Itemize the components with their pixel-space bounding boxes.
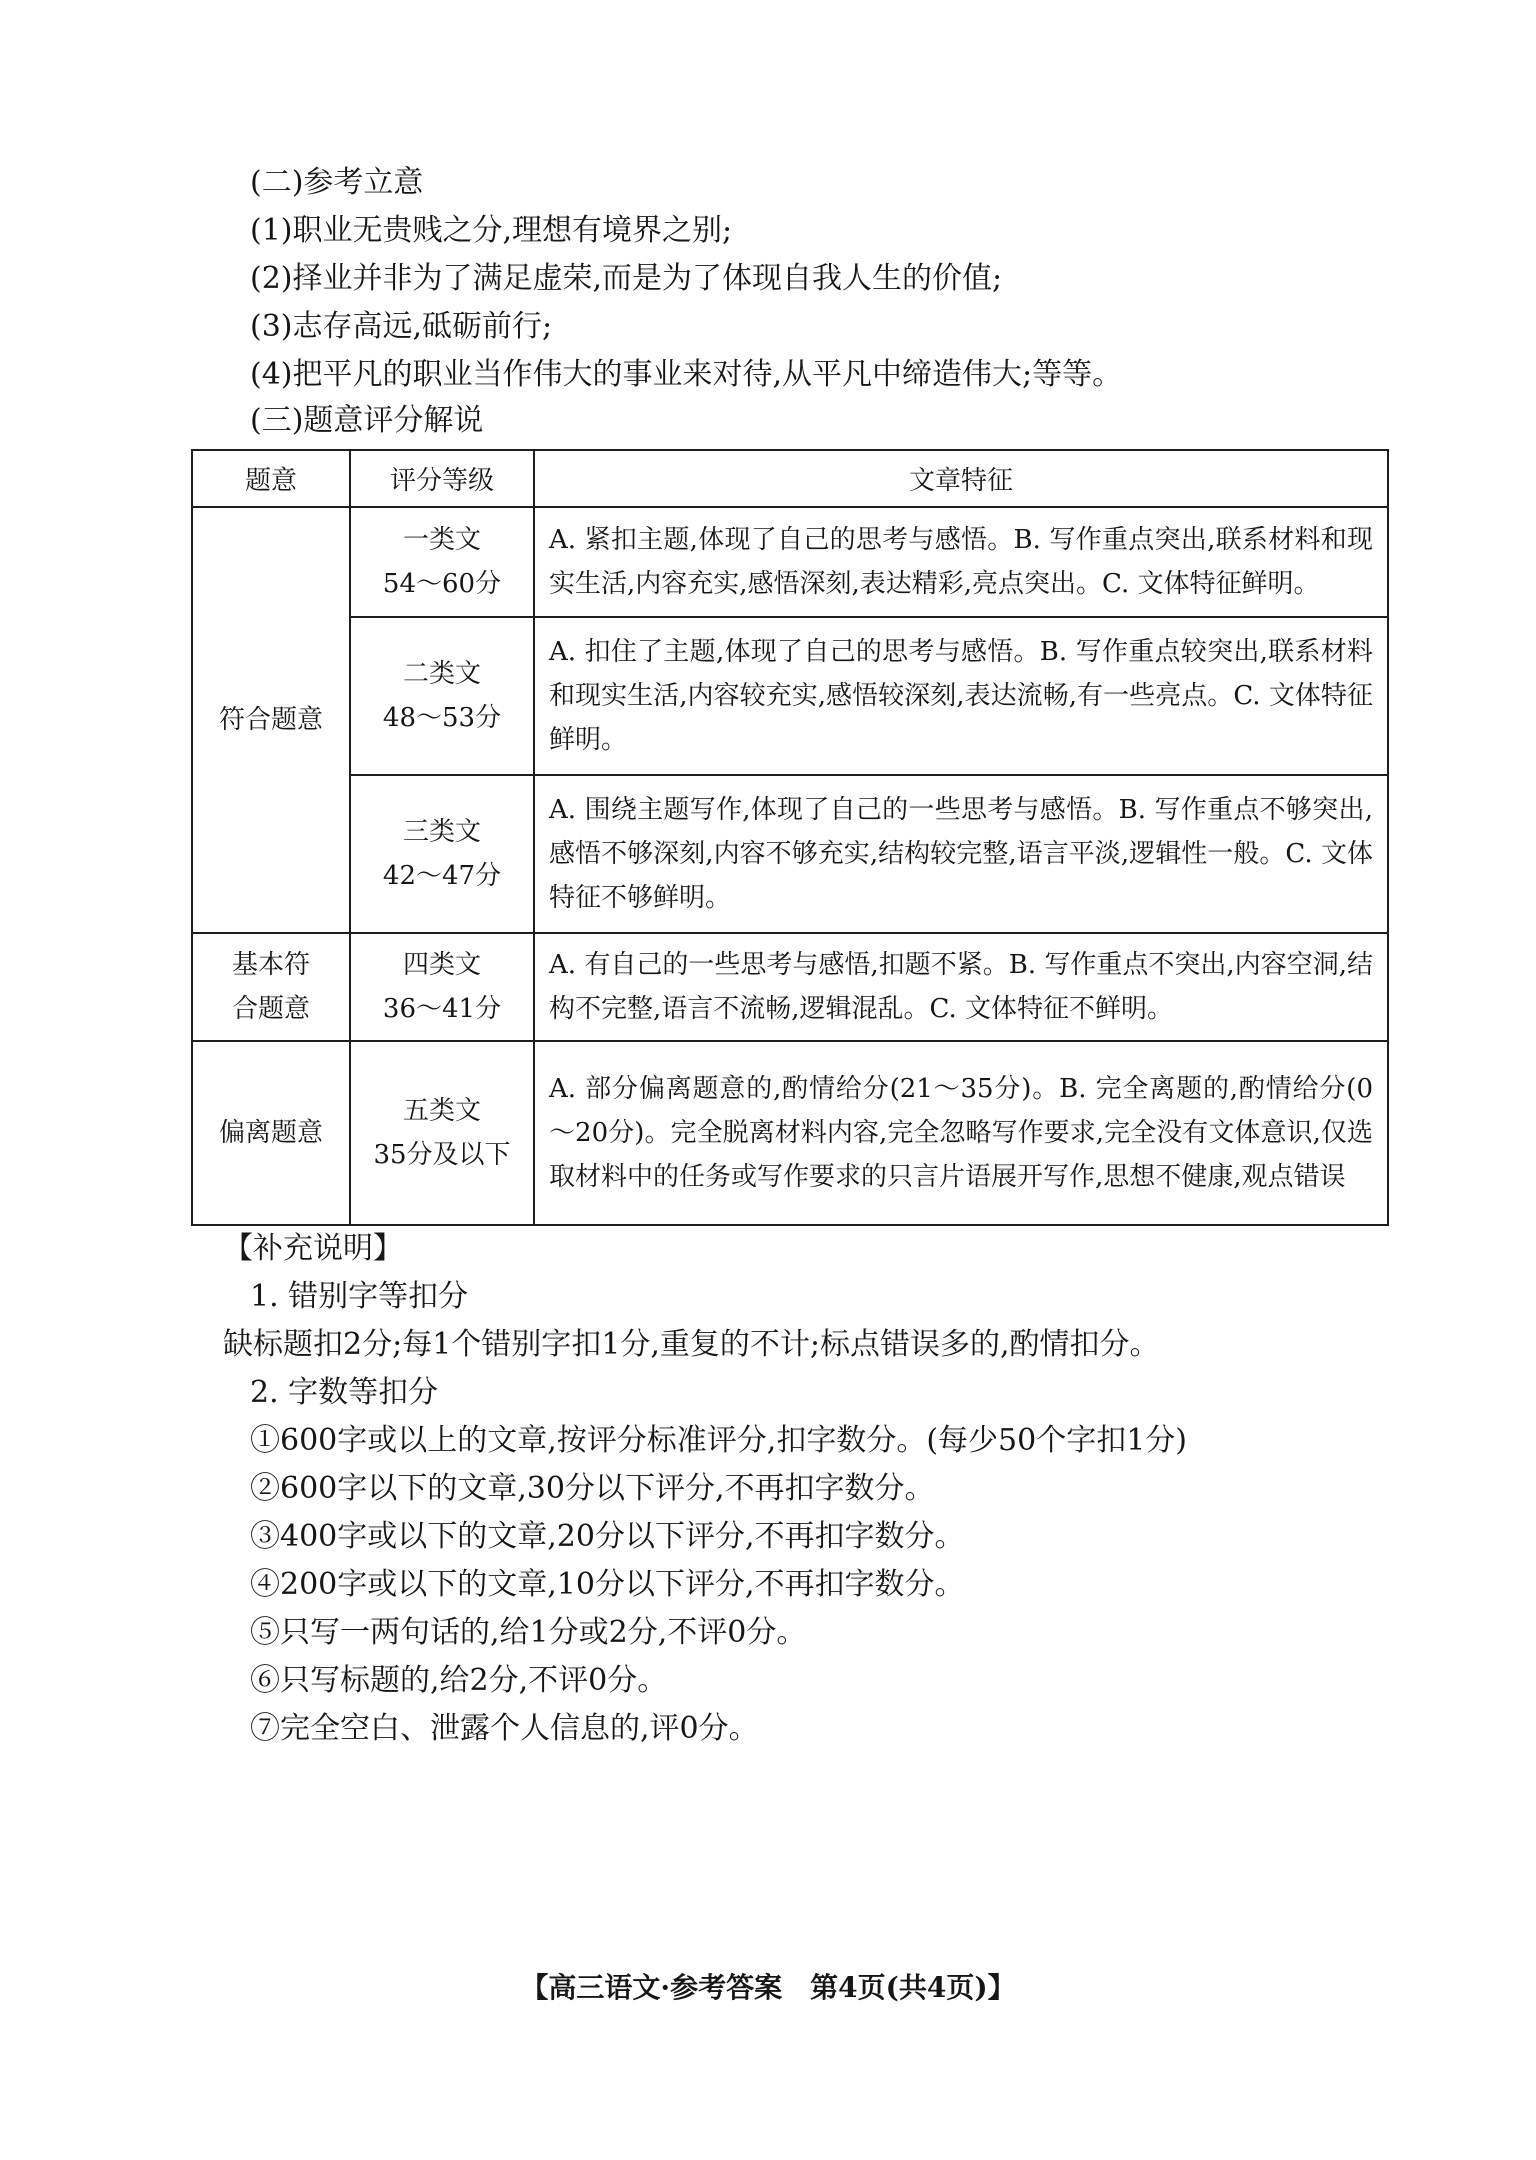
grade-features: A. 围绕主题写作,体现了自己的一些思考与感悟。B. 写作重点不够突出,感悟不够深刻,内容不够充实,结构较完整,语言平淡,逻辑性一般。C. 文体特征不够鲜明。: [534, 775, 1388, 933]
category-line: 合题意: [231, 994, 310, 1024]
grade-level-name: 四类文: [402, 950, 481, 980]
word-count-rule-6: ⑥只写标题的,给2分,不评0分。: [250, 1663, 668, 1698]
grade-level-range: 48～53分: [382, 703, 502, 733]
grading-table: [191, 449, 1389, 1226]
grade-features: A. 紧扣主题,体现了自己的思考与感悟。B. 写作重点突出,联系材料和现实生活,内容充实,感悟深刻,表达精彩,亮点突出。C. 文体特征鲜明。: [534, 507, 1388, 617]
category-line: 基本符: [231, 950, 310, 980]
table-row: [192, 617, 1388, 775]
grade-level-cell: [350, 933, 534, 1041]
category-on-topic: 符合题意: [192, 507, 350, 933]
grade-features: A. 部分偏离题意的,酌情给分(21～35分)。B. 完全离题的,酌情给分(0～20分)。完全脱离材料内容,完全忽略写作要求,完全没有文体意识,仅选取材料中的任务或写作要求的只言片语展开写作,思想不健康,观点错误: [534, 1041, 1388, 1225]
table-row: [192, 775, 1388, 933]
grade-level-range: 36～41分: [382, 994, 502, 1024]
grade-level-range: 54～60分: [382, 569, 502, 599]
grade-level-cell: [350, 617, 534, 775]
page-footer: 【高三语文·参考答案 第4页(共4页)】: [520, 1971, 1016, 2004]
grade-level-name: 二类文: [402, 659, 481, 689]
supplement-item1-text: 缺标题扣2分;每1个错别字扣1分,重复的不计;标点错误多的,酌情扣分。: [223, 1327, 1160, 1362]
category-basically-on-topic: [192, 933, 350, 1041]
word-count-rule-3: ③400字或以下的文章,20分以下评分,不再扣字数分。: [250, 1519, 965, 1554]
word-count-rule-5: ⑤只写一两句话的,给1分或2分,不评0分。: [250, 1615, 807, 1650]
header-grade-level: 评分等级: [350, 450, 534, 507]
table-row: [192, 1041, 1388, 1225]
table-header-row: [192, 450, 1388, 507]
word-count-rule-4: ④200字或以下的文章,10分以下评分,不再扣字数分。: [250, 1567, 965, 1602]
word-count-rule-2: ②600字以下的文章,30分以下评分,不再扣字数分。: [250, 1471, 935, 1506]
grade-level-name: 一类文: [402, 525, 481, 555]
section-heading-reference-ideas: (二)参考立意: [250, 165, 424, 200]
grade-level-cell: [350, 507, 534, 617]
grade-level-name: 三类文: [402, 817, 481, 847]
table-row: [192, 933, 1388, 1041]
reference-idea-4: (4)把平凡的职业当作伟大的事业来对待,从平凡中缔造伟大;等等。: [250, 357, 1123, 392]
grade-level-range: 35分及以下: [373, 1140, 511, 1170]
supplement-item1-title: 1. 错别字等扣分: [250, 1279, 469, 1314]
header-topic: 题意: [192, 450, 350, 507]
table-row: [192, 507, 1388, 617]
grade-level-cell: [350, 1041, 534, 1225]
grade-level-range: 42～47分: [382, 861, 502, 891]
reference-idea-1: (1)职业无贵贱之分,理想有境界之别;: [250, 213, 733, 248]
reference-idea-3: (3)志存高远,砥砺前行;: [250, 309, 553, 344]
grade-level-cell: [350, 775, 534, 933]
grade-features: A. 有自己的一些思考与感悟,扣题不紧。B. 写作重点不突出,内容空洞,结构不完整,语言不流畅,逻辑混乱。C. 文体特征不鲜明。: [534, 933, 1388, 1041]
header-features: 文章特征: [534, 450, 1388, 507]
reference-idea-2: (2)择业并非为了满足虚荣,而是为了体现自我人生的价值;: [250, 261, 1003, 296]
supplement-item2-title: 2. 字数等扣分: [250, 1375, 439, 1410]
grade-level-name: 五类文: [402, 1096, 481, 1126]
category-off-topic: 偏离题意: [192, 1041, 350, 1225]
supplement-heading: 【补充说明】: [223, 1231, 403, 1266]
word-count-rule-7: ⑦完全空白、泄露个人信息的,评0分。: [250, 1711, 759, 1746]
grade-features: A. 扣住了主题,体现了自己的思考与感悟。B. 写作重点较突出,联系材料和现实生活,内容较充实,感悟较深刻,表达流畅,有一些亮点。C. 文体特征鲜明。: [534, 617, 1388, 775]
section-heading-scoring-guide: (三)题意评分解说: [250, 403, 484, 438]
word-count-rule-1: ①600字或以上的文章,按评分标准评分,扣字数分。(每少50个字扣1分): [250, 1423, 1188, 1458]
